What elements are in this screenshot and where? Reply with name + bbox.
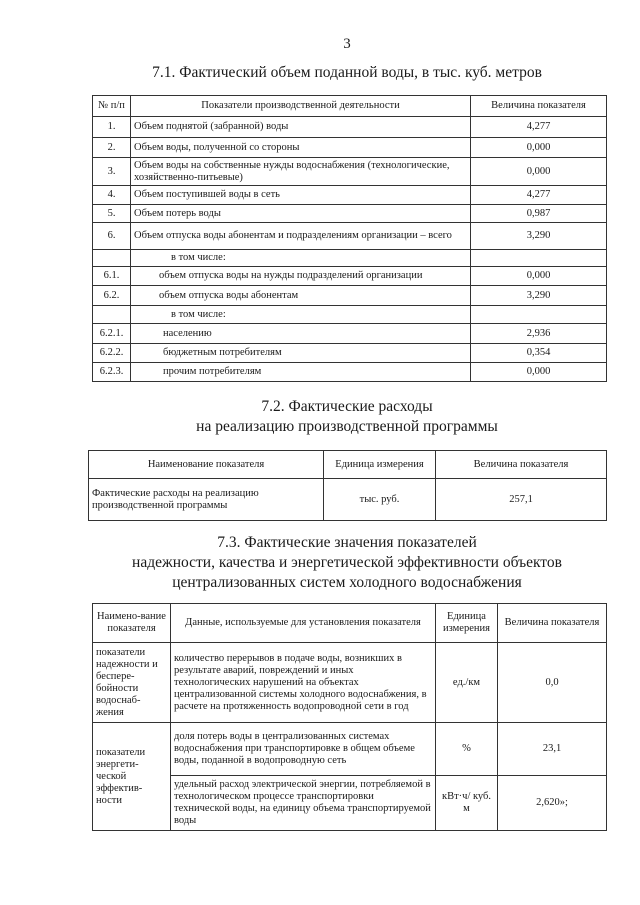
table-header [93, 96, 607, 117]
row-value: 0,000 [471, 363, 607, 382]
row-num: 6.2. [93, 286, 131, 306]
header-unit: Единица измерения [324, 451, 436, 479]
row-value: 2,936 [471, 324, 607, 344]
row-unit: кВт·ч/ куб. м [436, 776, 498, 831]
table-row [93, 286, 607, 306]
row-value: 0,0 [498, 643, 607, 723]
row-unit: % [436, 723, 498, 776]
header-name: Наименование показателя [89, 451, 324, 479]
row-value: 0,000 [471, 158, 607, 186]
row-label: Объем отпуска воды абонентам и подразделениям организации – всего [131, 223, 471, 250]
row-label: Объем воды, полученной со стороны [131, 138, 471, 158]
header-name: Наимено-вание показателя [93, 604, 171, 643]
row-num: 1. [93, 117, 131, 138]
row-unit: тыс. руб. [324, 479, 436, 521]
row-label: объем отпуска воды абонентам [131, 286, 471, 306]
section-7-1-title: 7.1. Фактический объем поданной воды, в тыс. куб. метров [152, 64, 542, 81]
table-row [93, 324, 607, 344]
row-num: 6. [93, 223, 131, 250]
row-label: бюджетным потребителям [131, 344, 471, 363]
row-value: 0,000 [471, 138, 607, 158]
row-value [471, 250, 607, 267]
header-unit: Единица измерения [436, 604, 498, 643]
water-volume-table [92, 95, 607, 382]
section-7-3-title-line1: 7.3. Фактические значения показателей [217, 534, 477, 551]
group-label: показатели энергети-ческой эффектив-ности [93, 723, 171, 831]
section-7-2-title-line2: на реализацию производственной программы [196, 418, 498, 435]
row-num [93, 306, 131, 324]
header-indicator: Показатели производственной деятельности [131, 96, 471, 117]
row-unit: ед./км [436, 643, 498, 723]
row-value: 23,1 [498, 723, 607, 776]
table-row [93, 344, 607, 363]
expenses-table [88, 450, 607, 521]
table-row [93, 186, 607, 205]
header-num: № п/п [93, 96, 131, 117]
table-row [93, 223, 607, 250]
table-row [93, 158, 607, 186]
row-label: населению [131, 324, 471, 344]
group-label: показатели надежности и беспере-бойности водоснаб-жения [93, 643, 171, 723]
row-value: 2,620»; [498, 776, 607, 831]
table-row [93, 205, 607, 223]
row-data: количество перерывов в подаче воды, возникших в результате аварий, повреждений и иных технологических нарушений на объектах централизованной системы холодного водоснабжения, в расчете на протяженность водопроводной сети в год [171, 643, 436, 723]
table-row [89, 479, 607, 521]
table-row [93, 138, 607, 158]
section-7-3-title-line2: надежности, качества и энергетической эффективности объектов [132, 554, 562, 571]
row-num: 6.2.1. [93, 324, 131, 344]
row-label: Объем поступившей воды в сеть [131, 186, 471, 205]
table-row [93, 643, 607, 723]
row-data: удельный расход электрической энергии, потребляемой в технологическом процессе транспортировки технической воды, на единицу объема транспортируемой воды [171, 776, 436, 831]
row-value: 0,987 [471, 205, 607, 223]
header-value: Величина показателя [471, 96, 607, 117]
header-data: Данные, используемые для установления показателя [171, 604, 436, 643]
row-value: 4,277 [471, 117, 607, 138]
row-num: 3. [93, 158, 131, 186]
row-num: 6.2.2. [93, 344, 131, 363]
row-value: 0,000 [471, 267, 607, 286]
row-label: Объем поднятой (забранной) воды [131, 117, 471, 138]
header-value: Величина показателя [498, 604, 607, 643]
row-label: в том числе: [131, 306, 471, 324]
table-row [93, 250, 607, 267]
row-label: Объем воды на собственные нужды водоснабжения (технологические, хозяйственно-питьевые) [131, 158, 471, 186]
row-num [93, 250, 131, 267]
row-data: доля потерь воды в централизованных системах водоснабжения при транспортировке в общем объеме воды, поданной в водопроводную сеть [171, 723, 436, 776]
table-row [93, 117, 607, 138]
row-num: 6.2.3. [93, 363, 131, 382]
row-label: прочим потребителям [131, 363, 471, 382]
row-num: 4. [93, 186, 131, 205]
row-value: 257,1 [436, 479, 607, 521]
page-number: 3 [343, 36, 351, 52]
table-header [89, 451, 607, 479]
row-value: 0,354 [471, 344, 607, 363]
section-7-3-title-line3: централизованных систем холодного водоснабжения [172, 574, 522, 591]
table-header [93, 604, 607, 643]
row-value [471, 306, 607, 324]
row-num: 5. [93, 205, 131, 223]
row-num: 2. [93, 138, 131, 158]
row-value: 4,277 [471, 186, 607, 205]
table-row [93, 267, 607, 286]
row-label: Объем потерь воды [131, 205, 471, 223]
row-value: 3,290 [471, 223, 607, 250]
row-value: 3,290 [471, 286, 607, 306]
header-value: Величина показателя [436, 451, 607, 479]
table-row [93, 776, 607, 831]
table-row [93, 723, 607, 776]
row-label: Фактические расходы на реализацию производственной программы [89, 479, 324, 521]
table-row [93, 363, 607, 382]
row-label: в том числе: [131, 250, 471, 267]
row-num: 6.1. [93, 267, 131, 286]
indicators-table [92, 603, 607, 831]
section-7-2-title-line1: 7.2. Фактические расходы [261, 398, 433, 415]
table-row [93, 306, 607, 324]
row-label: объем отпуска воды на нужды подразделений организации [131, 267, 471, 286]
